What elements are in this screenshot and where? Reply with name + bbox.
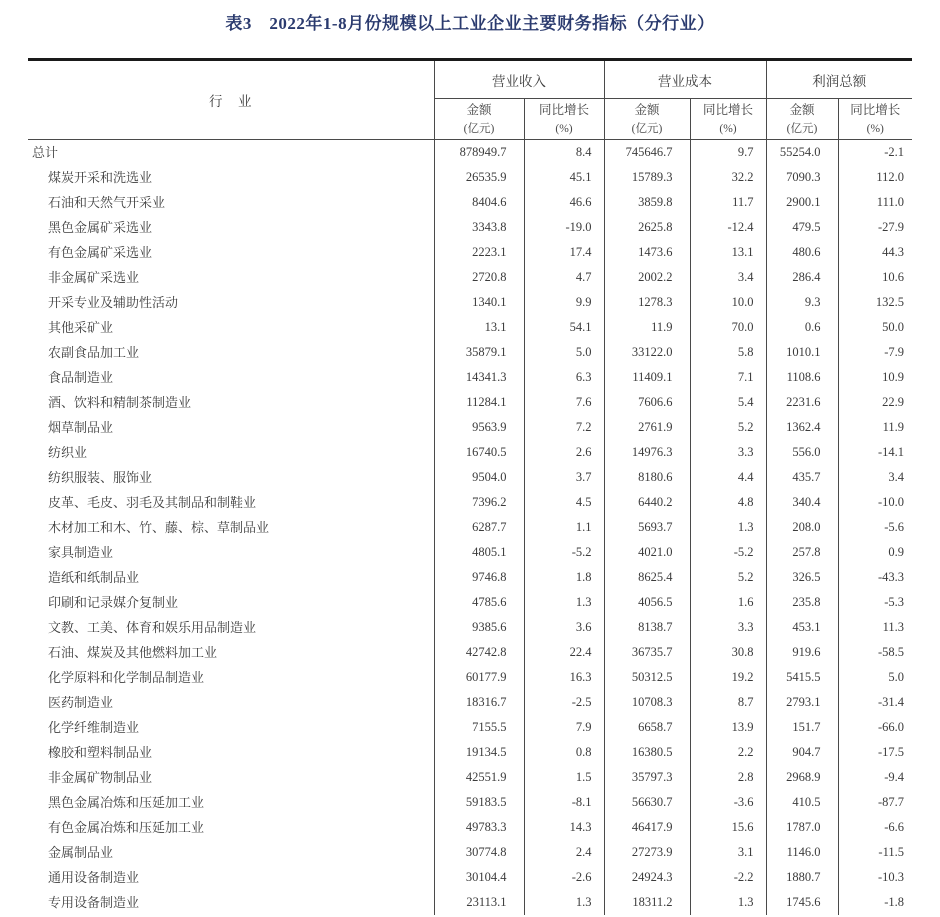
cost-growth: -12.4 xyxy=(690,215,766,240)
cost-amount: 16380.5 xyxy=(604,740,690,765)
revenue-growth: 1.5 xyxy=(524,765,604,790)
industry-name: 专用设备制造业 xyxy=(28,890,434,915)
cost-growth: 10.0 xyxy=(690,290,766,315)
profit-amount: 208.0 xyxy=(766,515,838,540)
industry-name: 家具制造业 xyxy=(28,540,434,565)
revenue-amount: 16740.5 xyxy=(434,440,524,465)
cost-amount: 7606.6 xyxy=(604,390,690,415)
cost-amount: 2002.2 xyxy=(604,265,690,290)
col-header-cost: 营业成本 xyxy=(604,60,766,99)
revenue-amount: 18316.7 xyxy=(434,690,524,715)
revenue-growth: 0.8 xyxy=(524,740,604,765)
cost-growth: 4.8 xyxy=(690,490,766,515)
cost-growth: -5.2 xyxy=(690,540,766,565)
amount-label: 金额 xyxy=(466,102,492,117)
col-header-revenue-amount xyxy=(434,99,524,140)
profit-amount: 453.1 xyxy=(766,615,838,640)
revenue-amount: 59183.5 xyxy=(434,790,524,815)
cost-amount: 8625.4 xyxy=(604,565,690,590)
financial-indicators-table xyxy=(28,58,912,915)
cost-growth: 3.3 xyxy=(690,440,766,465)
cost-amount: 56630.7 xyxy=(604,790,690,815)
revenue-growth: 7.9 xyxy=(524,715,604,740)
industry-name: 化学纤维制造业 xyxy=(28,715,434,740)
cost-amount: 36735.7 xyxy=(604,640,690,665)
table-row xyxy=(28,790,912,815)
revenue-amount: 13.1 xyxy=(434,315,524,340)
profit-amount: 286.4 xyxy=(766,265,838,290)
col-header-cost-amount xyxy=(604,99,690,140)
profit-growth: 44.3 xyxy=(882,245,904,259)
profit-amount: 2968.9 xyxy=(766,765,838,790)
revenue-amount: 35879.1 xyxy=(434,340,524,365)
industry-name: 化学原料和化学制品制造业 xyxy=(28,665,434,690)
cost-amount: 4021.0 xyxy=(604,540,690,565)
profit-growth: 111.0 xyxy=(876,195,904,209)
table-row xyxy=(28,615,912,640)
profit-amount: 904.7 xyxy=(766,740,838,765)
profit-amount: 556.0 xyxy=(766,440,838,465)
profit-growth: 22.9 xyxy=(882,395,904,409)
cost-amount: 33122.0 xyxy=(604,340,690,365)
profit-growth: -2.1 xyxy=(884,145,904,159)
cost-growth: 5.2 xyxy=(690,415,766,440)
revenue-amount: 14341.3 xyxy=(434,365,524,390)
profit-growth: -11.5 xyxy=(878,845,904,859)
growth-unit: (%) xyxy=(866,122,884,135)
cost-growth: -3.6 xyxy=(690,790,766,815)
revenue-growth: 8.4 xyxy=(524,140,604,166)
revenue-growth: 2.4 xyxy=(524,840,604,865)
profit-growth: 11.3 xyxy=(882,620,904,634)
industry-name: 石油和天然气开采业 xyxy=(28,190,434,215)
cost-amount: 6440.2 xyxy=(604,490,690,515)
cost-amount: 6658.7 xyxy=(604,715,690,740)
cost-growth: 4.4 xyxy=(690,465,766,490)
cost-amount: 11.9 xyxy=(604,315,690,340)
profit-growth: -43.3 xyxy=(877,570,904,584)
cost-growth: 32.2 xyxy=(690,165,766,190)
cost-amount: 10708.3 xyxy=(604,690,690,715)
cost-growth: 13.9 xyxy=(690,715,766,740)
cost-amount: 5693.7 xyxy=(604,515,690,540)
profit-amount: 151.7 xyxy=(766,715,838,740)
industry-name: 农副食品加工业 xyxy=(28,340,434,365)
revenue-growth: 1.1 xyxy=(524,515,604,540)
table-row xyxy=(28,765,912,790)
revenue-amount: 60177.9 xyxy=(434,665,524,690)
profit-amount: 1108.6 xyxy=(766,365,838,390)
profit-amount: 235.8 xyxy=(766,590,838,615)
table-row xyxy=(28,740,912,765)
industry-name: 文教、工美、体育和娱乐用品制造业 xyxy=(28,615,434,640)
table-row xyxy=(28,440,912,465)
table-row xyxy=(28,215,912,240)
cost-growth: 8.7 xyxy=(690,690,766,715)
cost-amount: 50312.5 xyxy=(604,665,690,690)
cost-growth: 13.1 xyxy=(690,240,766,265)
profit-amount: 2793.1 xyxy=(766,690,838,715)
revenue-growth: 9.9 xyxy=(524,290,604,315)
profit-growth: 5.0 xyxy=(888,670,904,684)
table-row xyxy=(28,465,912,490)
cost-growth: 1.3 xyxy=(690,515,766,540)
revenue-growth: -2.6 xyxy=(524,865,604,890)
industry-name: 烟草制品业 xyxy=(28,415,434,440)
industry-name: 总计 xyxy=(28,140,434,166)
table-row xyxy=(28,415,912,440)
cost-growth: 3.4 xyxy=(690,265,766,290)
profit-growth: -9.4 xyxy=(884,770,904,784)
revenue-amount: 30104.4 xyxy=(434,865,524,890)
revenue-amount: 23113.1 xyxy=(434,890,524,915)
revenue-amount: 9563.9 xyxy=(434,415,524,440)
cost-amount: 4056.5 xyxy=(604,590,690,615)
profit-growth: -5.6 xyxy=(884,520,904,534)
revenue-amount: 878949.7 xyxy=(434,140,524,166)
amount-unit: (亿元) xyxy=(631,122,663,135)
profit-amount: 479.5 xyxy=(766,215,838,240)
revenue-growth: 22.4 xyxy=(524,640,604,665)
profit-amount: 0.6 xyxy=(766,315,838,340)
cost-growth: 3.1 xyxy=(690,840,766,865)
profit-growth: -58.5 xyxy=(877,645,904,659)
industry-name: 纺织业 xyxy=(28,440,434,465)
industry-name: 开采专业及辅助性活动 xyxy=(28,290,434,315)
profit-growth: 0.9 xyxy=(888,545,904,559)
col-header-profit: 利润总额 xyxy=(766,60,912,99)
cost-growth: 5.4 xyxy=(690,390,766,415)
cost-amount: 24924.3 xyxy=(604,865,690,890)
growth-label: 同比增长 xyxy=(702,102,753,117)
table-row xyxy=(28,840,912,865)
cost-growth: 70.0 xyxy=(690,315,766,340)
table-row xyxy=(28,365,912,390)
cost-growth: 1.3 xyxy=(690,890,766,915)
revenue-growth: 1.3 xyxy=(524,590,604,615)
profit-amount: 2900.1 xyxy=(766,190,838,215)
group-header-row xyxy=(28,60,912,99)
growth-label: 同比增长 xyxy=(850,102,901,117)
revenue-amount: 4785.6 xyxy=(434,590,524,615)
industry-name: 有色金属矿采选业 xyxy=(28,240,434,265)
revenue-growth: 54.1 xyxy=(524,315,604,340)
profit-amount: 410.5 xyxy=(766,790,838,815)
col-header-profit-growth xyxy=(838,99,912,140)
table-row xyxy=(28,815,912,840)
cost-amount: 1473.6 xyxy=(604,240,690,265)
cost-amount: 35797.3 xyxy=(604,765,690,790)
profit-amount: 480.6 xyxy=(766,240,838,265)
growth-unit: (%) xyxy=(719,122,737,135)
cost-amount: 8180.6 xyxy=(604,465,690,490)
profit-growth: -10.3 xyxy=(877,870,904,884)
revenue-growth: 45.1 xyxy=(524,165,604,190)
col-header-cost-growth xyxy=(690,99,766,140)
cost-amount: 2625.8 xyxy=(604,215,690,240)
col-header-revenue-growth xyxy=(524,99,604,140)
revenue-amount: 2223.1 xyxy=(434,240,524,265)
industry-name: 纺织服装、服饰业 xyxy=(28,465,434,490)
cost-amount: 1278.3 xyxy=(604,290,690,315)
revenue-amount: 30774.8 xyxy=(434,840,524,865)
profit-amount: 257.8 xyxy=(766,540,838,565)
table-row xyxy=(28,665,912,690)
revenue-amount: 26535.9 xyxy=(434,165,524,190)
table-row xyxy=(28,265,912,290)
growth-label: 同比增长 xyxy=(538,102,589,117)
cost-growth: 1.6 xyxy=(690,590,766,615)
revenue-growth: 7.6 xyxy=(524,390,604,415)
profit-amount: 55254.0 xyxy=(766,140,838,166)
revenue-amount: 7396.2 xyxy=(434,490,524,515)
revenue-growth: 3.6 xyxy=(524,615,604,640)
profit-growth: -17.5 xyxy=(877,745,904,759)
revenue-growth: -19.0 xyxy=(524,215,604,240)
cost-growth: 15.6 xyxy=(690,815,766,840)
profit-growth: -10.0 xyxy=(877,495,904,509)
industry-name: 非金属矿采选业 xyxy=(28,265,434,290)
profit-amount: 919.6 xyxy=(766,640,838,665)
table-row xyxy=(28,865,912,890)
cost-amount: 14976.3 xyxy=(604,440,690,465)
table-row xyxy=(28,190,912,215)
profit-growth: -31.4 xyxy=(877,695,904,709)
revenue-amount: 2720.8 xyxy=(434,265,524,290)
cost-growth: 5.2 xyxy=(690,565,766,590)
industry-name: 酒、饮料和精制茶制造业 xyxy=(28,390,434,415)
revenue-growth: 17.4 xyxy=(524,240,604,265)
profit-amount: 5415.5 xyxy=(766,665,838,690)
revenue-amount: 4805.1 xyxy=(434,540,524,565)
revenue-growth: -2.5 xyxy=(524,690,604,715)
profit-amount: 1745.6 xyxy=(766,890,838,915)
cost-growth: 30.8 xyxy=(690,640,766,665)
amount-unit: (亿元) xyxy=(786,122,818,135)
profit-growth: -27.9 xyxy=(877,220,904,234)
revenue-amount: 42551.9 xyxy=(434,765,524,790)
cost-growth: 7.1 xyxy=(690,365,766,390)
cost-amount: 18311.2 xyxy=(604,890,690,915)
revenue-growth: 1.3 xyxy=(524,890,604,915)
industry-name: 印刷和记录媒介复制业 xyxy=(28,590,434,615)
table-row xyxy=(28,890,912,915)
table-row xyxy=(28,515,912,540)
profit-amount: 1362.4 xyxy=(766,415,838,440)
amount-label: 金额 xyxy=(634,102,660,117)
revenue-amount: 9504.0 xyxy=(434,465,524,490)
table-row xyxy=(28,390,912,415)
revenue-growth: 1.8 xyxy=(524,565,604,590)
industry-name: 煤炭开采和洗选业 xyxy=(28,165,434,190)
cost-growth: 11.7 xyxy=(690,190,766,215)
col-header-industry: 行 业 xyxy=(28,60,434,140)
industry-name: 有色金属冶炼和压延加工业 xyxy=(28,815,434,840)
profit-amount: 1787.0 xyxy=(766,815,838,840)
revenue-growth: 4.7 xyxy=(524,265,604,290)
industry-name: 木材加工和木、竹、藤、棕、草制品业 xyxy=(28,515,434,540)
table-row xyxy=(28,340,912,365)
profit-amount: 340.4 xyxy=(766,490,838,515)
revenue-amount: 7155.5 xyxy=(434,715,524,740)
table-row xyxy=(28,565,912,590)
profit-growth: 10.9 xyxy=(882,370,904,384)
cost-growth: 3.3 xyxy=(690,615,766,640)
revenue-amount: 6287.7 xyxy=(434,515,524,540)
col-header-revenue: 营业收入 xyxy=(434,60,604,99)
profit-amount: 435.7 xyxy=(766,465,838,490)
profit-growth: 10.6 xyxy=(882,270,904,284)
table-row xyxy=(28,315,912,340)
cost-amount: 27273.9 xyxy=(604,840,690,865)
profit-amount: 2231.6 xyxy=(766,390,838,415)
cost-amount: 3859.8 xyxy=(604,190,690,215)
cost-amount: 11409.1 xyxy=(604,365,690,390)
revenue-amount: 49783.3 xyxy=(434,815,524,840)
revenue-amount: 8404.6 xyxy=(434,190,524,215)
industry-name: 黑色金属矿采选业 xyxy=(28,215,434,240)
industry-name: 非金属矿物制品业 xyxy=(28,765,434,790)
profit-growth: -87.7 xyxy=(877,795,904,809)
revenue-growth: 16.3 xyxy=(524,665,604,690)
table-row xyxy=(28,590,912,615)
profit-growth: -1.8 xyxy=(884,895,904,909)
table-row xyxy=(28,640,912,665)
table-row xyxy=(28,240,912,265)
page-title: 表3 2022年1-8月份规模以上工业企业主要财务指标（分行业） xyxy=(225,14,715,33)
industry-name: 食品制造业 xyxy=(28,365,434,390)
industry-name: 造纸和纸制品业 xyxy=(28,565,434,590)
revenue-growth: 3.7 xyxy=(524,465,604,490)
cost-growth: 9.7 xyxy=(690,140,766,166)
industry-name: 金属制品业 xyxy=(28,840,434,865)
profit-growth: -14.1 xyxy=(877,445,904,459)
industry-name: 皮革、毛皮、羽毛及其制品和制鞋业 xyxy=(28,490,434,515)
table-row xyxy=(28,290,912,315)
industry-name: 医药制造业 xyxy=(28,690,434,715)
profit-growth: 11.9 xyxy=(882,420,904,434)
profit-growth: -66.0 xyxy=(877,720,904,734)
table-row xyxy=(28,140,912,166)
profit-amount: 7090.3 xyxy=(766,165,838,190)
revenue-growth: 4.5 xyxy=(524,490,604,515)
industry-name: 通用设备制造业 xyxy=(28,865,434,890)
profit-amount: 326.5 xyxy=(766,565,838,590)
profit-growth: 132.5 xyxy=(875,295,904,309)
cost-growth: 5.8 xyxy=(690,340,766,365)
cost-growth: 2.8 xyxy=(690,765,766,790)
revenue-amount: 42742.8 xyxy=(434,640,524,665)
revenue-growth: -5.2 xyxy=(524,540,604,565)
industry-name: 橡胶和塑料制品业 xyxy=(28,740,434,765)
table-row xyxy=(28,490,912,515)
table-row xyxy=(28,540,912,565)
revenue-growth: 5.0 xyxy=(524,340,604,365)
cost-growth: 19.2 xyxy=(690,665,766,690)
profit-amount: 1880.7 xyxy=(766,865,838,890)
profit-amount: 1146.0 xyxy=(766,840,838,865)
table-row xyxy=(28,715,912,740)
profit-amount: 1010.1 xyxy=(766,340,838,365)
revenue-growth: 14.3 xyxy=(524,815,604,840)
amount-label: 金额 xyxy=(789,102,815,117)
col-header-profit-amount xyxy=(766,99,838,140)
revenue-growth: 46.6 xyxy=(524,190,604,215)
revenue-growth: 7.2 xyxy=(524,415,604,440)
revenue-growth: 2.6 xyxy=(524,440,604,465)
revenue-amount: 1340.1 xyxy=(434,290,524,315)
revenue-amount: 9746.8 xyxy=(434,565,524,590)
growth-unit: (%) xyxy=(555,122,573,135)
table-header xyxy=(28,60,912,140)
profit-growth: 50.0 xyxy=(882,320,904,334)
revenue-amount: 9385.6 xyxy=(434,615,524,640)
industry-name: 黑色金属冶炼和压延加工业 xyxy=(28,790,434,815)
table-row xyxy=(28,165,912,190)
table-row xyxy=(28,690,912,715)
cost-amount: 2761.9 xyxy=(604,415,690,440)
cost-amount: 8138.7 xyxy=(604,615,690,640)
revenue-growth: 6.3 xyxy=(524,365,604,390)
industry-name: 石油、煤炭及其他燃料加工业 xyxy=(28,640,434,665)
cost-amount: 745646.7 xyxy=(604,140,690,166)
profit-growth: -7.9 xyxy=(884,345,904,359)
profit-growth: -6.6 xyxy=(884,820,904,834)
revenue-amount: 19134.5 xyxy=(434,740,524,765)
table-body xyxy=(28,140,912,916)
profit-growth: 112.0 xyxy=(876,170,904,184)
revenue-amount: 11284.1 xyxy=(434,390,524,415)
profit-growth: -5.3 xyxy=(884,595,904,609)
amount-unit: (亿元) xyxy=(463,122,495,135)
profit-growth: 3.4 xyxy=(888,470,904,484)
cost-growth: 2.2 xyxy=(690,740,766,765)
revenue-growth: -8.1 xyxy=(524,790,604,815)
profit-amount: 9.3 xyxy=(766,290,838,315)
cost-growth: -2.2 xyxy=(690,865,766,890)
cost-amount: 15789.3 xyxy=(604,165,690,190)
industry-name: 其他采矿业 xyxy=(28,315,434,340)
cost-amount: 46417.9 xyxy=(604,815,690,840)
revenue-amount: 3343.8 xyxy=(434,215,524,240)
